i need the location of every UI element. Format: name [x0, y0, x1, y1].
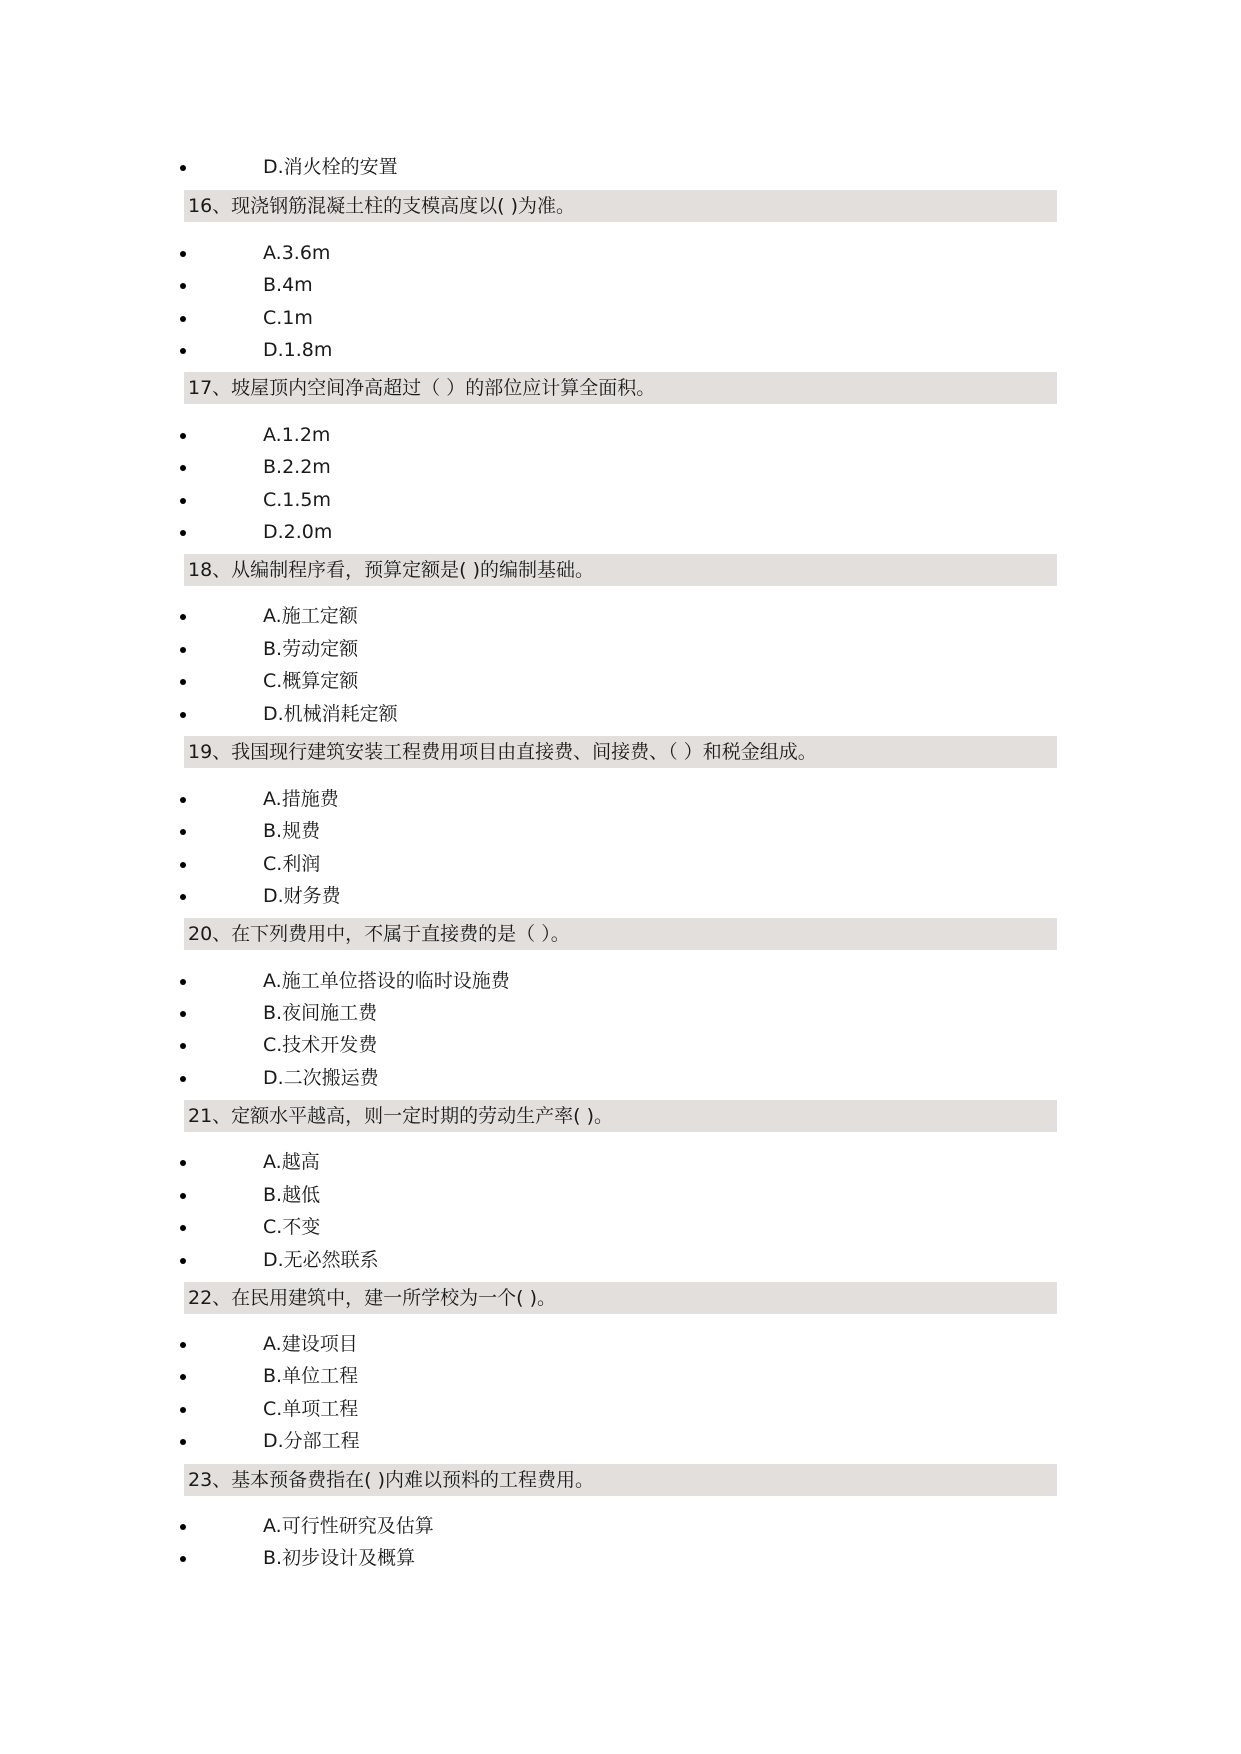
option-item [180, 1212, 1060, 1242]
question-heading [184, 190, 1057, 222]
bullet-icon [180, 1076, 186, 1082]
option-text: A.施工定额 [263, 605, 358, 627]
question-heading [184, 736, 1057, 768]
option-item [180, 1245, 1060, 1275]
option-text: D.2.0m [263, 521, 333, 543]
option-text: D.消火栓的安置 [263, 156, 398, 178]
option-text: D.二次搬运费 [263, 1067, 379, 1089]
bullet-icon [180, 348, 186, 354]
bullet-icon [180, 1258, 186, 1264]
option-text: D.1.8m [263, 339, 333, 361]
option-text: B.4m [263, 274, 313, 296]
option-item [180, 1511, 1060, 1541]
option-text: D.无必然联系 [263, 1249, 379, 1271]
option-text: A.可行性研究及估算 [263, 1515, 434, 1537]
option-text: C.不变 [263, 1216, 321, 1238]
option-item [180, 152, 1060, 182]
bullet-icon [180, 862, 186, 868]
option-item [180, 1394, 1060, 1424]
bullet-icon [180, 679, 186, 685]
bullet-icon [180, 1011, 186, 1017]
option-text: A.越高 [263, 1151, 320, 1173]
option-text: A.施工单位搭设的临时设施费 [263, 970, 510, 992]
bullet-icon [180, 1374, 186, 1380]
option-text: C.单项工程 [263, 1398, 359, 1420]
option-item [180, 1030, 1060, 1060]
bullet-icon [180, 433, 186, 439]
question-text: 20、在下列费用中，不属于直接费的是（ ）。 [188, 923, 570, 945]
question-text: 23、基本预备费指在( )内难以预料的工程费用。 [188, 1469, 595, 1491]
option-text: D.分部工程 [263, 1430, 360, 1452]
option-item [180, 1361, 1060, 1391]
bullet-icon [180, 797, 186, 803]
option-item [180, 335, 1060, 365]
option-item [180, 784, 1060, 814]
question-text: 22、在民用建筑中，建一所学校为一个( )。 [188, 1287, 557, 1309]
option-item [180, 517, 1060, 547]
option-item [180, 270, 1060, 300]
option-item [180, 816, 1060, 846]
option-text: B.规费 [263, 820, 321, 842]
option-item [180, 452, 1060, 482]
option-item [180, 966, 1060, 996]
option-text: C.概算定额 [263, 670, 359, 692]
question-heading [184, 918, 1057, 950]
question-text: 21、定额水平越高，则一定时期的劳动生产率( )。 [188, 1105, 614, 1127]
option-item [180, 1063, 1060, 1093]
question-heading [184, 1100, 1057, 1132]
bullet-icon [180, 1043, 186, 1049]
option-item [180, 420, 1060, 450]
option-item [180, 485, 1060, 515]
option-text: B.劳动定额 [263, 638, 359, 660]
option-text: A.1.2m [263, 424, 331, 446]
option-text: A.措施费 [263, 788, 339, 810]
bullet-icon [180, 979, 186, 985]
bullet-icon [180, 498, 186, 504]
option-text: C.1.5m [263, 489, 332, 511]
option-text: B.越低 [263, 1184, 321, 1206]
option-item [180, 849, 1060, 879]
bullet-icon [180, 165, 186, 171]
bullet-icon [180, 251, 186, 257]
option-item [180, 1147, 1060, 1177]
bullet-icon [180, 316, 186, 322]
option-text: D.机械消耗定额 [263, 703, 398, 725]
option-text: A.建设项目 [263, 1333, 358, 1355]
option-item [180, 1543, 1060, 1573]
bullet-icon [180, 829, 186, 835]
option-text: C.利润 [263, 853, 321, 875]
option-item [180, 699, 1060, 729]
option-item [180, 666, 1060, 696]
question-heading [184, 372, 1057, 404]
bullet-icon [180, 465, 186, 471]
bullet-icon [180, 283, 186, 289]
bullet-icon [180, 614, 186, 620]
question-text: 19、我国现行建筑安装工程费用项目由直接费、间接费、（ ）和税金组成。 [188, 741, 817, 763]
question-text: 17、坡屋顶内空间净高超过（ ）的部位应计算全面积。 [188, 377, 656, 399]
option-item [180, 601, 1060, 631]
bullet-icon [180, 712, 186, 718]
option-item [180, 998, 1060, 1028]
option-item [180, 1329, 1060, 1359]
option-text: B.2.2m [263, 456, 331, 478]
option-item [180, 303, 1060, 333]
option-text: B.单位工程 [263, 1365, 359, 1387]
option-item [180, 1180, 1060, 1210]
bullet-icon [180, 894, 186, 900]
bullet-icon [180, 1439, 186, 1445]
option-text: A.3.6m [263, 242, 331, 264]
bullet-icon [180, 1193, 186, 1199]
question-text: 16、现浇钢筋混凝土柱的支模高度以( )为准。 [188, 195, 576, 217]
option-item [180, 634, 1060, 664]
option-item [180, 1426, 1060, 1456]
bullet-icon [180, 1342, 186, 1348]
question-heading [184, 554, 1057, 586]
question-heading [184, 1464, 1057, 1496]
option-text: C.技术开发费 [263, 1034, 378, 1056]
bullet-icon [180, 1524, 186, 1530]
option-text: C.1m [263, 307, 313, 329]
bullet-icon [180, 1225, 186, 1231]
bullet-icon [180, 1556, 186, 1562]
option-text: B.初步设计及概算 [263, 1547, 416, 1569]
option-item [180, 238, 1060, 268]
bullet-icon [180, 1160, 186, 1166]
option-text: B.夜间施工费 [263, 1002, 378, 1024]
question-heading [184, 1282, 1057, 1314]
bullet-icon [180, 1407, 186, 1413]
option-text: D.财务费 [263, 885, 341, 907]
option-item [180, 881, 1060, 911]
bullet-icon [180, 647, 186, 653]
bullet-icon [180, 530, 186, 536]
question-text: 18、从编制程序看，预算定额是( )的编制基础。 [188, 559, 595, 581]
